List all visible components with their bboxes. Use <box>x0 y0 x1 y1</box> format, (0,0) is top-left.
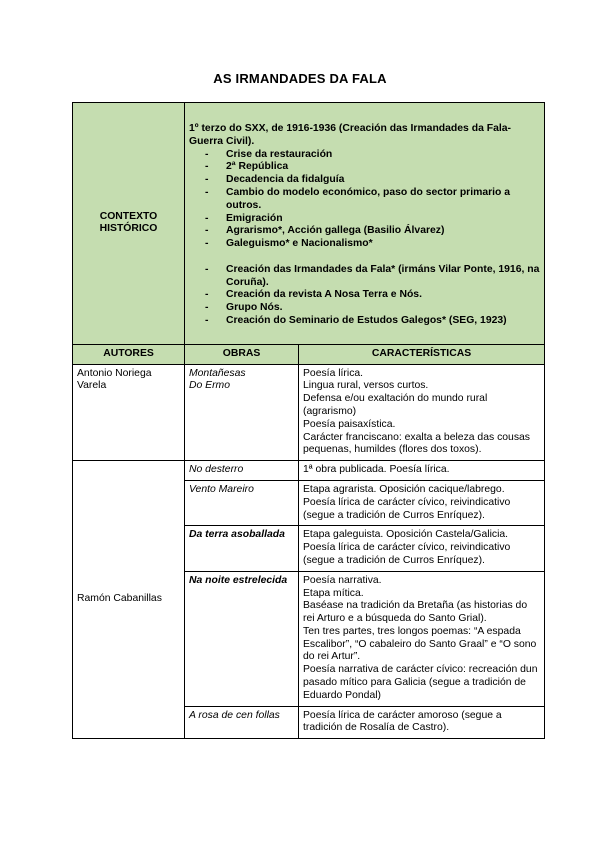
characteristic-line: Poesía lírica de carácter cívico, reivindicativo (segue a tradición de Curros Enríquez). <box>303 496 511 521</box>
characteristics-cell <box>299 364 545 461</box>
context-item: - Decadencia da fidalguía <box>189 174 540 187</box>
author-cell: Ramón Cabanillas <box>73 461 185 739</box>
work-cell: No desterro <box>185 461 299 481</box>
characteristic-line: Poesía narrativa. <box>303 574 382 586</box>
header-characteristics: CARACTERÍSTICAS <box>299 344 545 364</box>
header-authors: AUTORES <box>73 344 185 364</box>
context-item: - Grupo Nós. <box>189 302 540 315</box>
characteristic-line: Baséase na tradición da Bretaña (as historias do rei Arturo e a búsqueda do Santo Grial). <box>303 600 528 625</box>
characteristic-line: Poesía paisaxística. <box>303 418 396 430</box>
context-label-line2: HISTÓRICO <box>99 223 158 235</box>
table-row <box>73 461 545 481</box>
characteristic-line: Ten tres partes, tres longos poemas: “A espada Escalibor”, “O cabaleiro do Santo Graal” e “O sono do rei Artur”. <box>303 625 537 663</box>
characteristic-line: Poesía narrativa de carácter cívico: recreación dun pasado mítico para Galicia (segue a tradición de Eduardo Pondal) <box>303 664 538 701</box>
characteristic-line: Carácter franciscano: exalta a beleza das cousas pequenas, humildes (flores dos toxos). <box>303 431 530 456</box>
literature-table <box>72 102 545 739</box>
context-label-line1: CONTEXTO <box>99 210 158 222</box>
context-item: - Agrarismo*, Acción gallega (Basilio Álvarez) <box>189 225 540 238</box>
characteristic-line: Etapa galeguista. Oposición Castela/Galicia. <box>303 529 509 541</box>
characteristic-line: 1ª obra publicada. Poesía lírica. <box>303 464 450 476</box>
context-item: - Galeguismo* e Nacionalismo* <box>189 238 540 251</box>
work-cell <box>185 364 299 461</box>
context-item: - Emigración <box>189 213 540 226</box>
page-title: AS IRMANDADES DA FALA <box>213 71 387 86</box>
characteristics-cell <box>299 571 545 706</box>
context-item: - Cambio do modelo económico, paso do sector primario a outros. <box>189 187 540 213</box>
context-row <box>73 103 545 345</box>
work-cell: Vento Mareiro <box>185 480 299 525</box>
context-list-2 <box>189 264 540 328</box>
characteristics-cell <box>299 480 545 525</box>
work-cell: A rosa de cen follas <box>185 706 299 739</box>
characteristic-line: Defensa e/ou exaltación do mundo rural (agrarismo) <box>303 393 488 417</box>
context-item: - 2ª República <box>189 161 540 174</box>
characteristic-line: Lingua rural, versos curtos. <box>303 380 429 392</box>
characteristics-cell <box>299 461 545 481</box>
context-content-cell <box>185 103 545 345</box>
table-row <box>73 364 545 461</box>
context-intro: 1º terzo do SXX, de 1916-1936 (Creación das Irmandades da Fala-Guerra Civil). <box>189 123 511 147</box>
context-label-cell <box>73 103 185 345</box>
characteristics-cell <box>299 526 545 571</box>
work-title: Do Ermo <box>189 380 230 392</box>
context-list-1 <box>189 149 540 251</box>
context-item: - Creación do Seminario de Estudos Galegos* (SEG, 1923) <box>189 315 540 328</box>
characteristic-line: Poesía lírica de carácter cívico, reivindicativo (segue a tradición de Curros Enríquez). <box>303 542 511 566</box>
characteristic-line: Poesía lírica de carácter amoroso (segue a tradición de Rosalía de Castro). <box>303 709 502 734</box>
characteristic-line: Etapa mítica. <box>303 587 364 599</box>
work-cell: Na noite estrelecida <box>185 571 299 706</box>
context-item: - Creación da revista A Nosa Terra e Nós. <box>189 289 540 302</box>
context-item: - Crise da restauración <box>189 149 540 162</box>
work-title: Montañesas <box>189 367 246 379</box>
work-cell: Da terra asoballada <box>185 526 299 571</box>
characteristic-line: Etapa agrarista. Oposición cacique/labrego. <box>303 483 505 495</box>
characteristic-line: Poesía lírica. <box>303 367 364 379</box>
header-works: OBRAS <box>185 344 299 364</box>
header-row <box>73 344 545 364</box>
characteristics-cell <box>299 706 545 739</box>
context-item: - Creación das Irmandades da Fala* (irmáns Vilar Ponte, 1916, na Coruña). <box>189 264 540 290</box>
author-cell: Antonio Noriega Varela <box>73 364 185 461</box>
